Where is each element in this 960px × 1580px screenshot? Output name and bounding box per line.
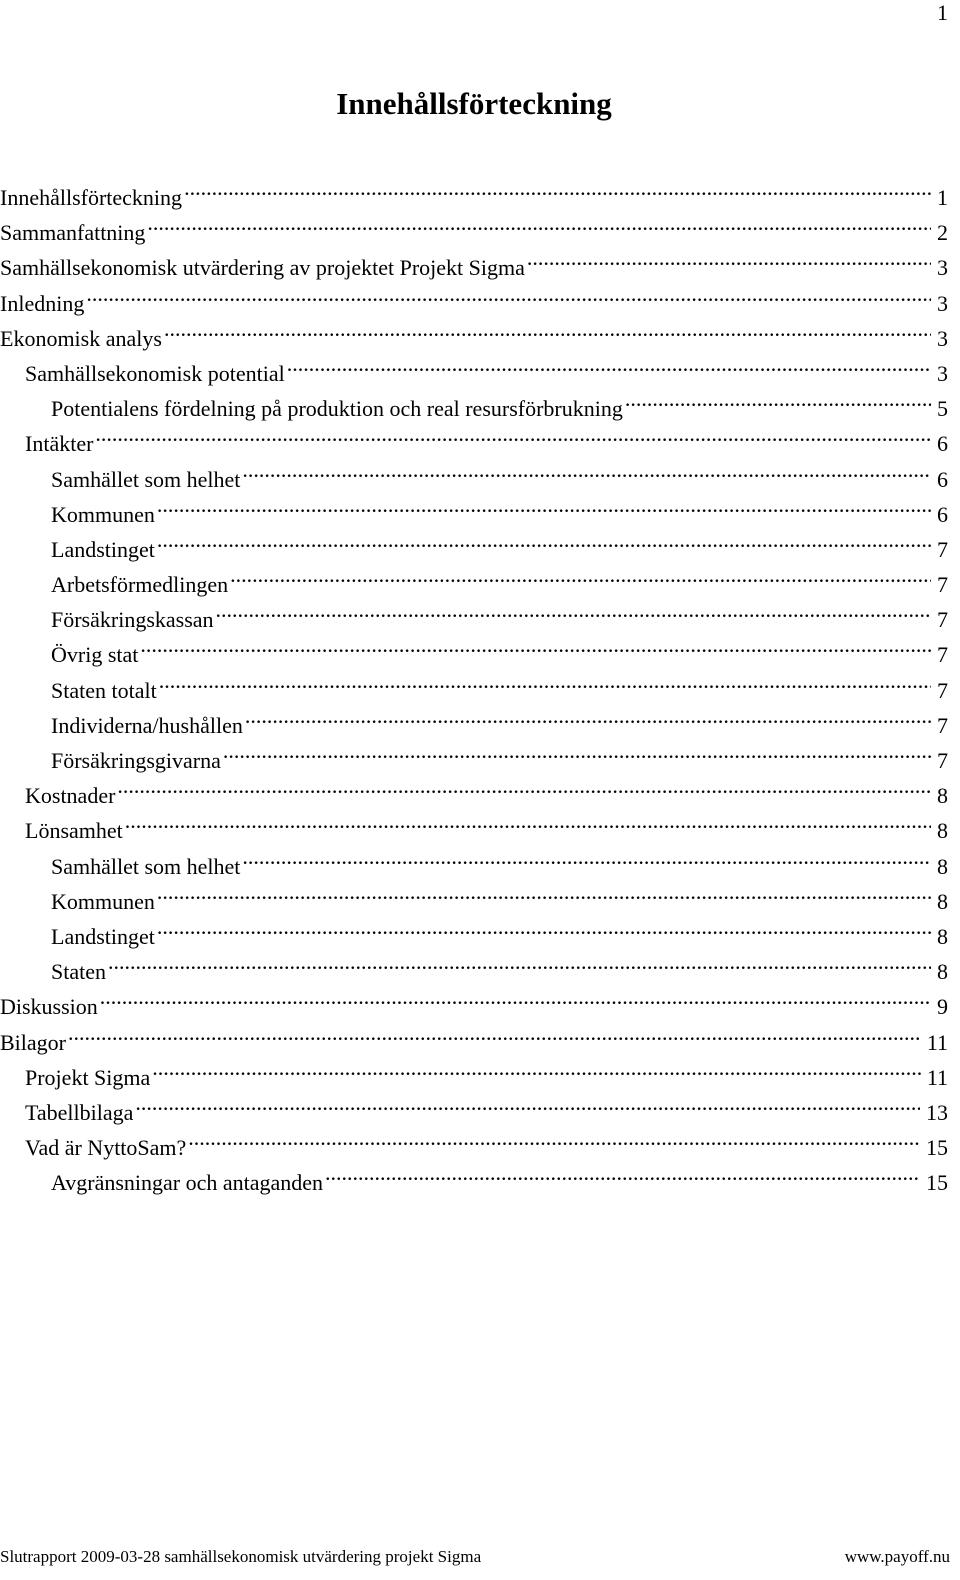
toc-entry[interactable] (0, 803, 948, 844)
toc-entry-page-number: 8 (937, 818, 948, 844)
toc-entry-page-number: 7 (937, 642, 948, 668)
toc-entry[interactable] (0, 311, 948, 351)
toc-dot-leader (243, 698, 931, 733)
toc-dot-leader (155, 522, 931, 557)
toc-entry-label: Arbetsförmedlingen (51, 572, 229, 598)
toc-entry-label: Vad är NyttoSam? (25, 1135, 187, 1161)
toc-entry-label: Staten totalt (51, 677, 157, 703)
toc-entry[interactable] (0, 627, 948, 668)
toc-entry-label: Lönsamhet (25, 818, 123, 844)
toc-entry-page-number: 8 (937, 959, 948, 985)
toc-entry-page-number: 3 (937, 325, 948, 351)
toc-entry[interactable] (0, 170, 948, 210)
toc-entry-page-number: 15 (926, 1170, 948, 1196)
page-title: Innehållsförteckning (336, 86, 612, 121)
toc-entry-label: Staten (51, 959, 106, 985)
toc-dot-leader (145, 205, 931, 240)
toc-entry[interactable] (0, 416, 948, 457)
toc-entry-page-number: 7 (937, 712, 948, 738)
toc-entry-page-number: 8 (937, 783, 948, 809)
toc-entry-page-number: 7 (937, 572, 948, 598)
toc-dot-leader (98, 979, 931, 1014)
toc-entry-label: Ekonomisk analys (0, 325, 162, 351)
table-of-contents (0, 170, 948, 1196)
toc-dot-leader (214, 592, 931, 627)
toc-dot-leader (228, 557, 931, 592)
toc-dot-leader (138, 627, 931, 662)
toc-entry-label: Samhället som helhet (51, 853, 241, 879)
toc-dot-leader (93, 416, 931, 451)
toc-entry-page-number: 8 (937, 853, 948, 879)
toc-entry[interactable] (0, 979, 948, 1020)
toc-dot-leader (186, 1120, 920, 1155)
toc-entry-page-number: 6 (937, 501, 948, 527)
toc-dot-leader (106, 944, 931, 979)
toc-entry-label: Intäkter (25, 431, 94, 457)
toc-entry-page-number: 6 (937, 431, 948, 457)
toc-dot-leader (155, 874, 931, 909)
toc-entry-page-number: 15 (926, 1135, 948, 1161)
toc-dot-leader (240, 452, 931, 487)
toc-entry-page-number: 7 (937, 677, 948, 703)
toc-entry-label: Kostnader (25, 783, 116, 809)
toc-entry-page-number: 8 (937, 888, 948, 914)
toc-entry-page-number: 2 (937, 220, 948, 246)
toc-entry-label: Samhällsekonomisk utvärdering av projektet Projekt Sigma (0, 255, 525, 281)
footer-report-info: Slutrapport 2009-03-28 samhällsekonomisk utvärdering projekt Sigma (0, 1547, 482, 1566)
toc-entry[interactable] (0, 768, 948, 809)
toc-dot-leader (115, 768, 931, 803)
toc-entry[interactable] (0, 944, 948, 985)
toc-entry-label: Samhällsekonomisk potential (25, 360, 285, 386)
page-number: 1 (937, 0, 948, 25)
toc-entry-page-number: 3 (937, 255, 948, 281)
toc-entry[interactable] (0, 663, 948, 703)
toc-entry-page-number: 13 (926, 1099, 948, 1125)
toc-dot-leader (155, 909, 931, 944)
toc-entry-label: Sammanfattning (0, 220, 146, 246)
toc-entry-page-number: 7 (937, 748, 948, 773)
toc-entry-label: Försäkringskassan (51, 607, 214, 633)
toc-entry-page-number: 3 (937, 360, 948, 386)
toc-entry-label: Projekt Sigma (25, 1064, 151, 1090)
toc-dot-leader (150, 1050, 921, 1085)
toc-entry-label: Individerna/hushållen (51, 712, 243, 738)
toc-entry-page-number: 7 (937, 607, 948, 633)
toc-dot-leader (66, 1015, 921, 1050)
toc-entry-label: Landstinget (51, 923, 155, 949)
toc-entry[interactable] (0, 1015, 948, 1055)
toc-entry-label: Övrig stat (51, 642, 139, 668)
toc-entry-label: Tabellbilaga (25, 1099, 134, 1125)
toc-entry-page-number: 11 (926, 1064, 948, 1090)
toc-entry-page-number: 6 (937, 466, 948, 492)
toc-dot-leader (525, 240, 931, 275)
toc-dot-leader (157, 663, 931, 698)
toc-entry[interactable] (0, 276, 948, 316)
toc-entry-label: Avgränsningar och antaganden (51, 1170, 324, 1196)
toc-entry-page-number: 11 (926, 1029, 948, 1055)
toc-entry-label: Försäkringsgivarna (51, 748, 221, 773)
toc-entry-label: Kommunen (51, 501, 155, 527)
toc-dot-leader (182, 170, 931, 205)
toc-entry[interactable] (0, 452, 948, 492)
toc-dot-leader (221, 733, 931, 768)
toc-entry-label: Diskussion (0, 994, 98, 1020)
toc-entry-label: Samhället som helhet (51, 466, 241, 492)
toc-entry-label: Landstinget (51, 536, 155, 562)
toc-entry[interactable] (0, 1050, 948, 1090)
toc-entry-label: Innehållsförteckning (0, 185, 183, 210)
toc-entry-page-number: 3 (937, 290, 948, 316)
toc-entry-label: Inledning (0, 290, 85, 316)
toc-entry[interactable] (0, 839, 948, 879)
toc-entry-label: Potentialens fördelning på produktion och real resursförbrukning (51, 396, 623, 422)
toc-dot-leader (133, 1085, 920, 1120)
footer-website: www.payoff.nu (844, 1547, 950, 1566)
toc-entry-page-number: 8 (937, 923, 948, 949)
toc-dot-leader (123, 803, 931, 838)
toc-entry-label: Kommunen (51, 888, 155, 914)
toc-entry-page-number: 9 (937, 994, 948, 1020)
toc-entry[interactable] (0, 1120, 948, 1161)
toc-entry-label: Bilagor (0, 1029, 66, 1055)
toc-dot-leader (285, 346, 931, 381)
toc-entry-page-number: 1 (937, 185, 948, 210)
toc-entry-page-number: 5 (937, 396, 948, 422)
toc-dot-leader (155, 487, 931, 522)
toc-dot-leader (162, 311, 931, 346)
toc-entry[interactable] (0, 1085, 948, 1125)
toc-dot-leader (323, 1155, 920, 1190)
page-footer (0, 1546, 950, 1568)
toc-dot-leader (623, 381, 931, 416)
toc-dot-leader (84, 276, 931, 311)
toc-dot-leader (240, 839, 931, 874)
toc-entry-page-number: 7 (937, 536, 948, 562)
